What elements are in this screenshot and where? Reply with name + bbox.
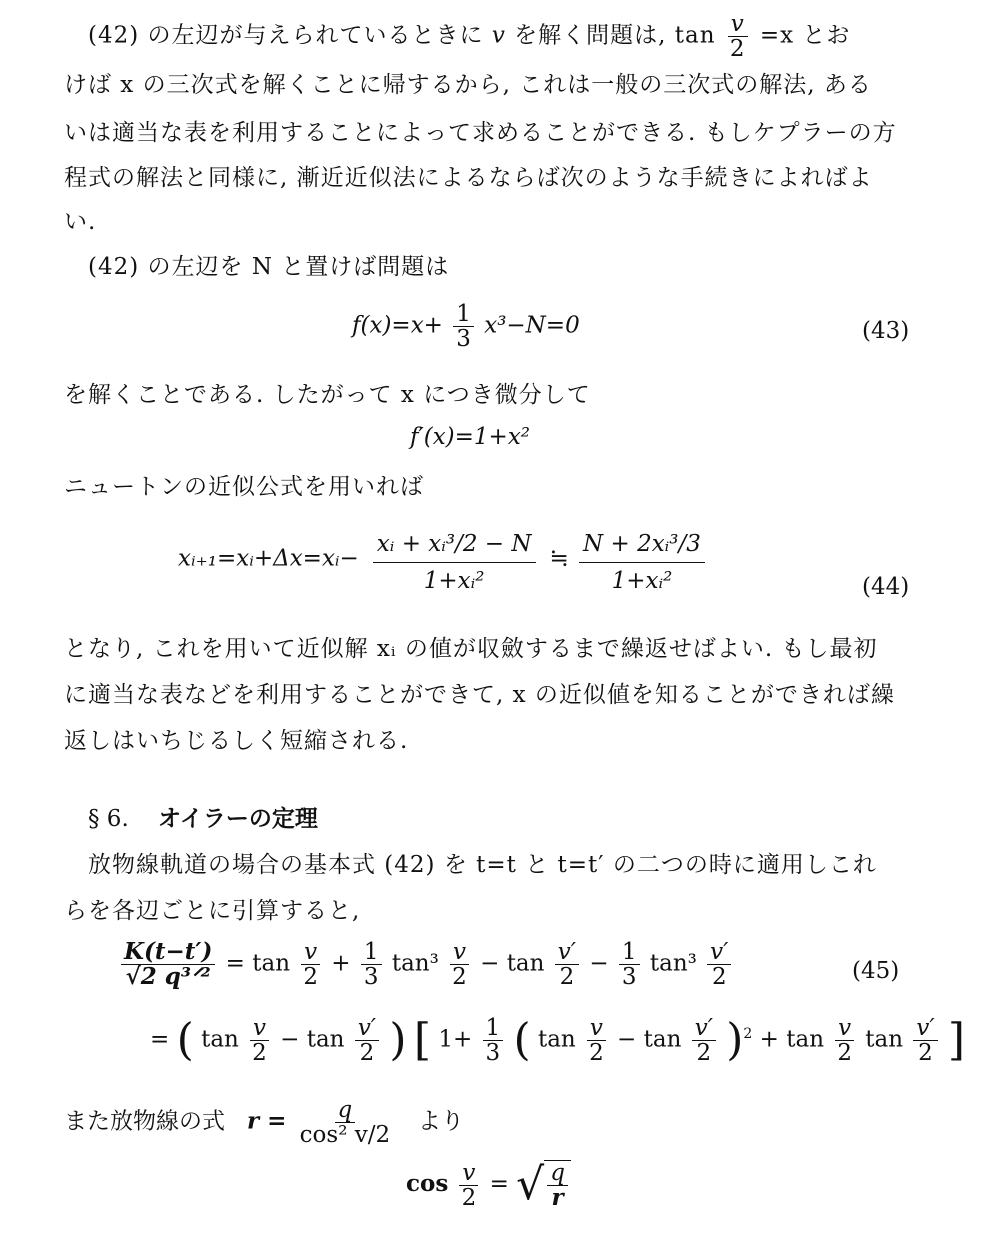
para1-line2: けば x の三次式を解くことに帰するから, これは一般の三次式の解法, ある bbox=[64, 72, 872, 98]
text: = tan bbox=[225, 950, 291, 977]
lhs: f(x)=x+ bbox=[352, 312, 443, 339]
section-number: § 6. bbox=[88, 806, 129, 832]
denominator: cos² v/2 bbox=[299, 1122, 391, 1149]
bracket-close: ] bbox=[947, 1014, 966, 1066]
para4-line1: ニュートンの近似公式を用いれば bbox=[64, 474, 424, 500]
derivative-equation: f′(x)=1+x² bbox=[410, 424, 531, 450]
bracket-open: [ bbox=[413, 1014, 431, 1066]
denominator: 1+xᵢ² bbox=[611, 568, 673, 595]
denominator: 2 bbox=[559, 964, 575, 991]
paren-close: ) bbox=[726, 1014, 744, 1066]
fraction bbox=[483, 1016, 504, 1065]
tan-cubed: tan³ bbox=[391, 950, 439, 977]
minus: − bbox=[480, 950, 500, 977]
equation-45-line1 bbox=[118, 940, 734, 989]
section-title: オイラーの定理 bbox=[158, 805, 318, 832]
para6-line2: らを各辺ごとに引算すると, bbox=[64, 898, 361, 924]
var-v: v bbox=[491, 22, 506, 49]
plus: + bbox=[759, 1026, 779, 1053]
fraction bbox=[459, 1161, 480, 1210]
fraction bbox=[619, 940, 640, 989]
text: また放物線の式 bbox=[64, 1108, 225, 1135]
fraction bbox=[361, 940, 382, 989]
numerator: v bbox=[728, 12, 748, 37]
numerator: v′ bbox=[555, 940, 579, 965]
numerator: 1 bbox=[619, 940, 640, 965]
numerator: 1 bbox=[453, 302, 474, 327]
paren-open: ( bbox=[513, 1014, 531, 1066]
equals: = bbox=[489, 1171, 509, 1198]
para1-line4: 程式の解法と同様に, 漸近近似法によるならば次のような手続きによればよ bbox=[64, 165, 873, 191]
numerator: q bbox=[335, 1098, 356, 1123]
numerator: 1 bbox=[483, 1016, 504, 1041]
tan: tan bbox=[786, 1026, 825, 1053]
exponent: 2 bbox=[743, 1025, 753, 1042]
numerator: v bbox=[301, 940, 320, 965]
equation-number-43: (43) bbox=[862, 318, 910, 344]
fraction bbox=[547, 1161, 568, 1210]
para5-line1: となり, これを用いて近似解 xᵢ の値が収斂するまで繰返せばよい. もし最初 bbox=[64, 636, 878, 662]
cos-equation bbox=[406, 1160, 571, 1210]
para1-line1 bbox=[88, 12, 936, 61]
fraction bbox=[249, 1016, 270, 1065]
denominator: 2 bbox=[589, 1040, 604, 1067]
equation-45-line2 bbox=[150, 1016, 965, 1065]
fraction bbox=[297, 1098, 393, 1147]
numerator: v bbox=[587, 1016, 606, 1041]
numerator: v bbox=[450, 940, 469, 965]
fraction bbox=[692, 1016, 716, 1065]
minus: − bbox=[280, 1026, 300, 1053]
denominator: 2 bbox=[837, 1040, 852, 1067]
denominator: 3 bbox=[363, 964, 379, 991]
tan: tan bbox=[865, 1026, 904, 1053]
tan: tan bbox=[537, 1026, 576, 1053]
fraction bbox=[834, 1016, 855, 1065]
denominator: 2 bbox=[918, 1040, 933, 1067]
tan-cubed: tan³ bbox=[649, 950, 697, 977]
numerator: v′ bbox=[913, 1016, 937, 1041]
tan: tan bbox=[643, 1026, 682, 1053]
sqrt-body bbox=[544, 1160, 571, 1210]
fraction bbox=[727, 12, 749, 61]
fraction bbox=[300, 940, 321, 989]
numerator: 1 bbox=[361, 940, 382, 965]
text: より bbox=[418, 1108, 465, 1135]
denominator: 3 bbox=[485, 1040, 501, 1067]
fraction bbox=[707, 940, 731, 989]
denominator: 2 bbox=[452, 964, 467, 991]
denominator: 2 bbox=[303, 964, 318, 991]
denominator: 2 bbox=[359, 1040, 375, 1067]
numerator: v′ bbox=[355, 1016, 379, 1041]
text: =x とお bbox=[759, 22, 851, 49]
denominator: 2 bbox=[696, 1040, 712, 1067]
text: を解く問題は, bbox=[514, 22, 667, 49]
minus: − bbox=[589, 950, 609, 977]
sqrt-icon: √ bbox=[516, 1159, 545, 1211]
equation-number-44: (44) bbox=[862, 574, 910, 600]
approx-sign: ≒ bbox=[549, 545, 569, 572]
para2-line1: (42) の左辺を N と置けば問題は bbox=[88, 254, 450, 280]
para5-line2: に適当な表などを利用することができて, x の近似値を知ることができれば繰 bbox=[64, 682, 895, 708]
equation-44 bbox=[178, 526, 708, 593]
numerator: v bbox=[459, 1161, 478, 1186]
numerator: v bbox=[835, 1016, 854, 1041]
denominator: 2 bbox=[252, 1040, 267, 1067]
denominator: √2 q³ᐟ² bbox=[125, 963, 211, 991]
equals: = bbox=[150, 1026, 170, 1053]
numerator: v bbox=[250, 1016, 269, 1041]
fraction bbox=[555, 940, 579, 989]
denominator: 2 bbox=[729, 36, 746, 63]
tan: tan bbox=[674, 22, 716, 49]
rhs: x³−N=0 bbox=[484, 312, 580, 339]
para1-line5: い. bbox=[64, 209, 97, 235]
text: (42) の左辺が与えられているときに bbox=[88, 22, 484, 49]
equation-number-45: (45) bbox=[852, 958, 900, 984]
one-plus: 1+ bbox=[438, 1026, 473, 1053]
tan: tan bbox=[306, 1026, 345, 1053]
fraction bbox=[355, 1016, 379, 1065]
fraction-1 bbox=[369, 526, 539, 593]
fraction bbox=[453, 302, 474, 351]
equation-43 bbox=[352, 302, 580, 351]
lhs: xᵢ₊₁=xᵢ+Δx=xᵢ− bbox=[178, 545, 359, 572]
cos: cos bbox=[406, 1170, 449, 1198]
plus: + bbox=[331, 950, 351, 977]
para3-line1: を解くことである. したがって x につき微分して bbox=[64, 382, 591, 408]
numerator: v′ bbox=[692, 1016, 716, 1041]
tan: tan bbox=[201, 1026, 239, 1053]
denominator: r bbox=[551, 1184, 564, 1212]
denominator: 3 bbox=[456, 326, 471, 353]
para7-line1 bbox=[64, 1098, 464, 1147]
numerator: q bbox=[547, 1161, 568, 1186]
r-lhs: r = bbox=[246, 1107, 287, 1135]
para1-line3: いは適当な表を利用することによって求めることができる. もしケプラーの方 bbox=[64, 120, 897, 146]
section-heading bbox=[88, 800, 318, 833]
numerator: K(t−t′) bbox=[121, 940, 215, 965]
denominator: 2 bbox=[711, 964, 727, 991]
paren-open: ( bbox=[176, 1014, 194, 1066]
numerator: v′ bbox=[707, 940, 731, 965]
numerator: xᵢ + xᵢ³/2 − N bbox=[373, 526, 536, 563]
fraction bbox=[449, 940, 470, 989]
lhs-fraction bbox=[121, 940, 215, 989]
minus: − bbox=[617, 1026, 637, 1053]
fraction bbox=[913, 1016, 937, 1065]
fraction bbox=[586, 1016, 607, 1065]
denominator: 3 bbox=[621, 964, 637, 991]
denominator: 2 bbox=[461, 1184, 477, 1211]
numerator: N + 2xᵢ³/3 bbox=[579, 526, 705, 563]
tan: tan bbox=[506, 950, 545, 977]
denominator: 1+xᵢ² bbox=[423, 568, 485, 595]
para5-line3: 返しはいちじるしく短縮される. bbox=[64, 728, 409, 754]
para6-line1: 放物線軌道の場合の基本式 (42) を t=t と t=t′ の二つの時に適用しこれ bbox=[88, 852, 877, 878]
paren-close: ) bbox=[389, 1014, 407, 1066]
fraction-2 bbox=[579, 526, 705, 593]
